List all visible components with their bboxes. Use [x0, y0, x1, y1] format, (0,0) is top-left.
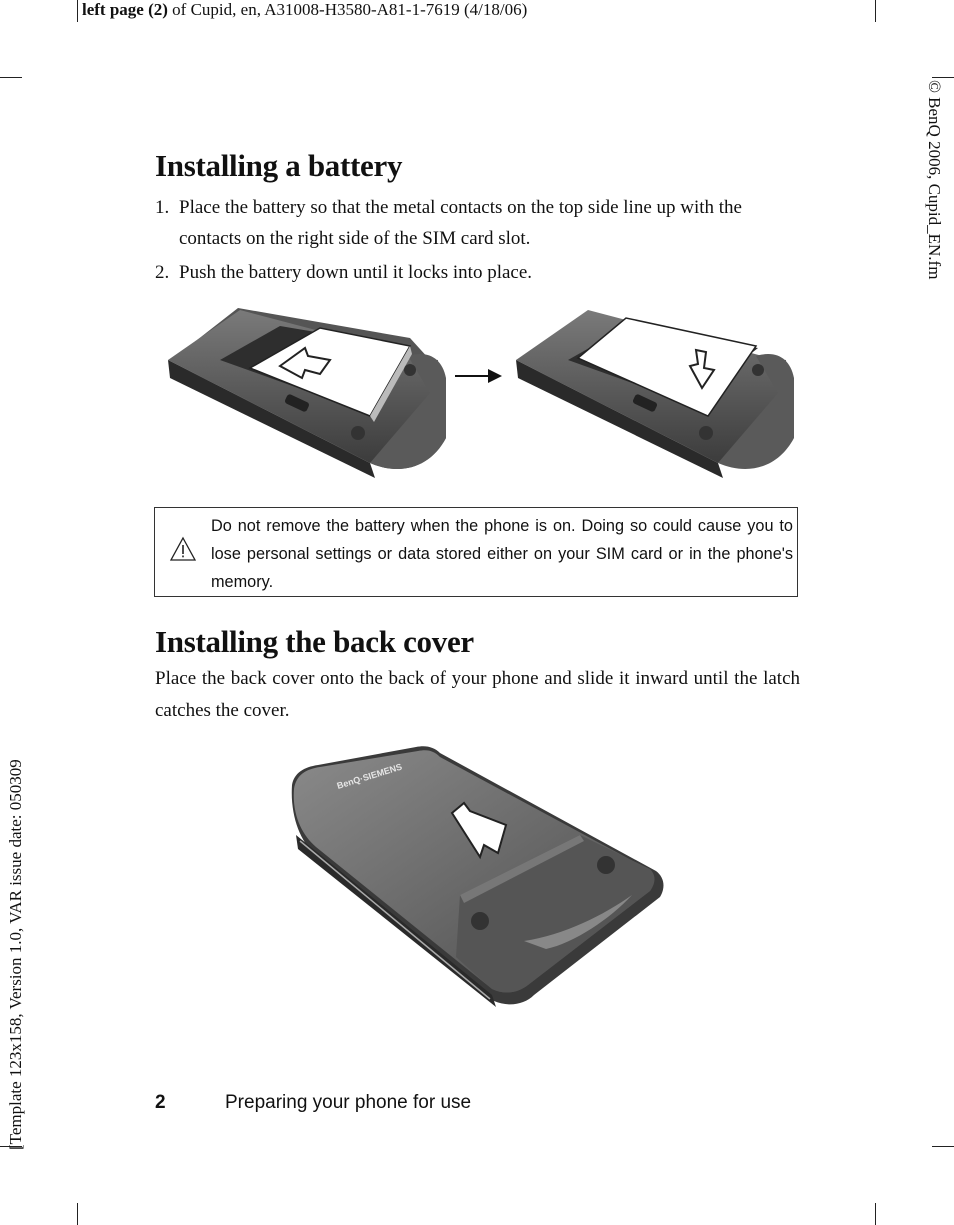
step-text: Push the battery down until it locks into place. — [179, 262, 533, 283]
warning-note — [154, 507, 798, 597]
battery-install-illustration — [160, 298, 800, 483]
header-page-label: left page (2) — [82, 0, 168, 19]
list-item — [155, 192, 801, 254]
step-number: 2. — [155, 262, 170, 283]
back-cover-illustration — [284, 745, 668, 1013]
arrow-right-icon — [488, 369, 502, 383]
section-title-battery: Installing a battery — [155, 148, 403, 183]
template-margin-text: [Template 123x158, Version 1.0, VAR issue date: 050309 — [6, 759, 25, 1150]
warning-text: Do not remove the battery when the phone is on. Doing so could cause you to lose personal settings or data stored either on your SIM card or in the phone's memory. — [211, 517, 793, 591]
step-text: Place the battery so that the metal contacts on the top side line up with the contacts on the right side of the SIM card slot. — [179, 197, 742, 249]
page-number: 2 — [155, 1092, 166, 1113]
template-info: Template 123x158, Version 1.0, VAR issue date: 050309 — [6, 759, 25, 1145]
chapter-title: Preparing your phone for use — [225, 1092, 472, 1113]
crop-mark — [0, 77, 22, 78]
warning-triangle-icon — [169, 536, 197, 562]
step-number: 1. — [155, 197, 170, 218]
crop-mark — [932, 1146, 954, 1147]
crop-mark — [875, 0, 876, 22]
crop-mark — [77, 0, 78, 22]
list-item — [155, 257, 801, 288]
crop-mark — [77, 1203, 78, 1225]
brand-logo: BenQ·SIEMENS — [335, 761, 404, 791]
header-doc-info: of Cupid, en, A31008-H3580-A81-1-7619 (4/18/06) — [167, 0, 528, 19]
copyright-margin-text: © BenQ 2006, Cupid_EN.fm — [925, 80, 944, 280]
print-header — [82, 0, 527, 20]
back-cover-paragraph: Place the back cover onto the back of your phone and slide it inward until the latch catches the cover. — [155, 668, 800, 721]
phone-open-left — [168, 308, 446, 478]
section-title-back-cover: Installing the back cover — [155, 624, 474, 659]
crop-mark — [932, 77, 954, 78]
phone-open-right — [516, 310, 794, 478]
crop-mark — [875, 1203, 876, 1225]
